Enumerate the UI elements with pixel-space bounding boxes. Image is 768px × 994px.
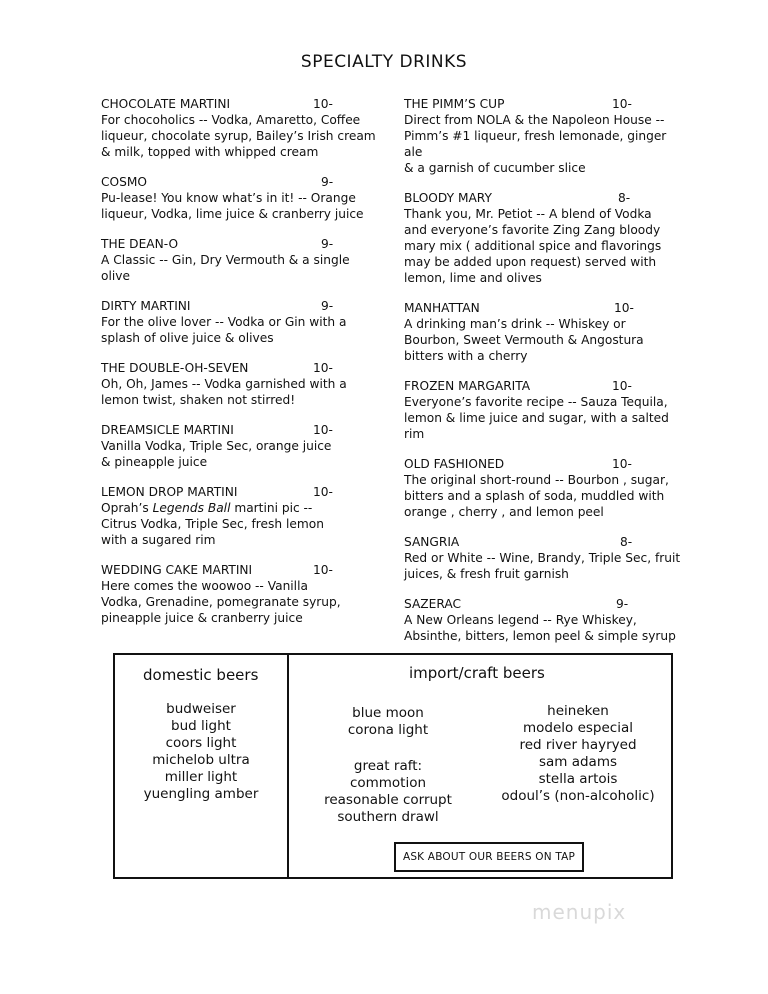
beer-item: coors light [165, 735, 237, 751]
beer-list-box [113, 653, 673, 879]
drink-description-lead: Oprah’s [101, 501, 153, 515]
drink-name: DIRTY MARTINI [101, 299, 191, 313]
drink-description: juices, & fresh fruit garnish [404, 567, 569, 581]
import-beer-list-c [485, 703, 671, 805]
beer-item: great raft: [353, 758, 423, 774]
drink-description: mary mix ( additional spice and flavorings [404, 239, 662, 253]
drink-description: orange , cherry , and lemon peel [404, 505, 604, 519]
drink-price: 10- [612, 97, 632, 111]
drink-description: Citrus Vodka, Triple Sec, fresh lemon [101, 517, 324, 531]
drink-description: bitters with a cherry [404, 349, 528, 363]
drink-item [404, 456, 684, 520]
drink-description: lemon twist, shaken not stirred! [101, 393, 296, 407]
beer-item: modelo especial [523, 720, 633, 736]
drink-name: COSMO [101, 175, 147, 189]
drink-item [404, 300, 684, 364]
beer-item: michelob ultra [152, 752, 250, 768]
drink-description: rim [404, 427, 425, 441]
domestic-beers-heading: domestic beers [143, 666, 259, 684]
drink-description: may be added upon request) served with [404, 255, 657, 269]
drink-name: DREAMSICLE MARTINI [101, 423, 234, 437]
drink-item [101, 236, 381, 284]
beer-item: southern drawl [337, 809, 439, 825]
drink-description [101, 500, 381, 516]
drink-description: liqueur, chocolate syrup, Bailey’s Irish cream [101, 129, 376, 143]
drink-description: & milk, topped with whipped cream [101, 145, 319, 159]
drink-description: A Classic -- Gin, Dry Vermouth & a single olive [101, 253, 350, 283]
import-beers-heading: import/craft beers [409, 664, 545, 682]
beer-item: bud light [171, 718, 231, 734]
drink-description: and everyone’s favorite Zing Zang bloody [404, 223, 661, 237]
tap-beers-note: ASK ABOUT OUR BEERS ON TAP [394, 842, 584, 872]
drink-price: 10- [313, 563, 333, 577]
drink-price: 9- [616, 597, 629, 611]
drink-description: Vodka, Grenadine, pomegranate syrup, [101, 595, 341, 609]
drink-price: 10- [612, 457, 632, 471]
drink-description: Vanilla Vodka, Triple Sec, orange juice [101, 439, 332, 453]
beer-item: stella artois [538, 771, 618, 787]
page-title: SPECIALTY DRINKS [300, 52, 468, 72]
drink-name: THE DOUBLE-OH-SEVEN [101, 361, 249, 375]
beer-item: budweiser [166, 701, 236, 717]
drink-name: OLD FASHIONED [404, 457, 505, 471]
drink-name: WEDDING CAKE MARTINI [101, 563, 253, 577]
drink-description: For chocoholics -- Vodka, Amaretto, Coffee [101, 113, 361, 127]
drink-price: 10- [313, 361, 333, 375]
drink-item [404, 190, 684, 286]
drink-item [101, 484, 381, 548]
left-drink-column [101, 96, 381, 640]
drink-description: Absinthe, bitters, lemon peel & simple syrup [404, 629, 676, 643]
beer-item: red river hayryed [519, 737, 637, 753]
drink-description: Pimm’s #1 liqueur, fresh lemonade, ginger ale [404, 129, 667, 159]
beer-item: sam adams [538, 754, 618, 770]
drink-description: The original short-round -- Bourbon , sugar, [404, 473, 669, 487]
beer-item: odoul’s (non-alcoholic) [501, 788, 655, 804]
watermark-logo: menupix [532, 900, 627, 924]
drink-description-tail: martini pic -- [230, 501, 313, 515]
drink-price: 10- [313, 423, 333, 437]
drink-description: & a garnish of cucumber slice [404, 161, 586, 175]
drink-name: THE DEAN-O [101, 237, 179, 251]
right-drink-column [404, 96, 684, 658]
drink-item [101, 298, 381, 346]
drink-description: Bourbon, Sweet Vermouth & Angostura [404, 333, 644, 347]
beer-item: commotion [349, 775, 427, 791]
drink-name: LEMON DROP MARTINI [101, 485, 238, 499]
drink-item [101, 96, 381, 160]
drink-item [101, 360, 381, 408]
drink-price: 8- [618, 191, 631, 205]
drink-name: BLOODY MARY [404, 191, 492, 205]
drink-description: Here comes the woowoo -- Vanilla [101, 579, 308, 593]
drink-item [404, 534, 684, 582]
drink-item [101, 562, 381, 626]
drink-description: Direct from NOLA & the Napoleon House -- [404, 113, 665, 127]
beer-item: corona light [347, 722, 429, 738]
drink-description: lemon, lime and olives [404, 271, 542, 285]
drink-item [101, 174, 381, 222]
beer-item: heineken [547, 703, 609, 719]
beer-item: blue moon [352, 705, 424, 721]
drink-item [101, 422, 381, 470]
drink-name: MANHATTAN [404, 301, 480, 315]
drink-description-italic: Legends Ball [152, 501, 231, 515]
beer-item: reasonable corrupt [324, 792, 452, 808]
import-beer-list-a [303, 705, 473, 739]
drink-item [404, 96, 684, 176]
drink-description: For the olive lover -- Vodka or Gin with a [101, 315, 347, 329]
drink-name: CHOCOLATE MARTINI [101, 97, 231, 111]
domestic-beer-list [115, 701, 287, 803]
drink-description: & pineapple juice [101, 455, 208, 469]
drink-item [404, 378, 684, 442]
drink-price: 10- [612, 379, 632, 393]
beer-item: yuengling amber [143, 786, 259, 802]
drink-name: FROZEN MARGARITA [404, 379, 531, 393]
drink-price: 10- [614, 301, 634, 315]
drink-price: 9- [321, 299, 334, 313]
drink-price: 9- [321, 175, 334, 189]
drink-description: with a sugared rim [101, 533, 216, 547]
drink-description: liqueur, Vodka, lime juice & cranberry juice [101, 207, 364, 221]
drink-price: 8- [620, 535, 633, 549]
import-beer-list-b [303, 758, 473, 826]
drink-price: 9- [321, 237, 334, 251]
drink-name: SANGRIA [404, 535, 460, 549]
drink-description: splash of olive juice & olives [101, 331, 274, 345]
beer-item: miller light [164, 769, 238, 785]
drink-description: A drinking man’s drink -- Whiskey or [404, 317, 626, 331]
drink-description: Everyone’s favorite recipe -- Sauza Tequila, [404, 395, 668, 409]
drink-description: lemon & lime juice and sugar, with a salted [404, 411, 669, 425]
drink-item [404, 596, 684, 644]
drink-description: Thank you, Mr. Petiot -- A blend of Vodka [404, 207, 652, 221]
drink-price: 10- [313, 97, 333, 111]
drink-description: A New Orleans legend -- Rye Whiskey, [404, 613, 637, 627]
drink-name: THE PIMM’S CUP [404, 97, 505, 111]
drink-description: bitters and a splash of soda, muddled with [404, 489, 665, 503]
drink-description: pineapple juice & cranberry juice [101, 611, 303, 625]
drink-description: Red or White -- Wine, Brandy, Triple Sec, fruit [404, 551, 681, 565]
beer-box-divider [287, 655, 289, 877]
drink-name: SAZERAC [404, 597, 461, 611]
drink-price: 10- [313, 485, 333, 499]
drink-description: Oh, Oh, James -- Vodka garnished with a [101, 377, 347, 391]
drink-description: Pu-lease! You know what’s in it! -- Orange [101, 191, 356, 205]
